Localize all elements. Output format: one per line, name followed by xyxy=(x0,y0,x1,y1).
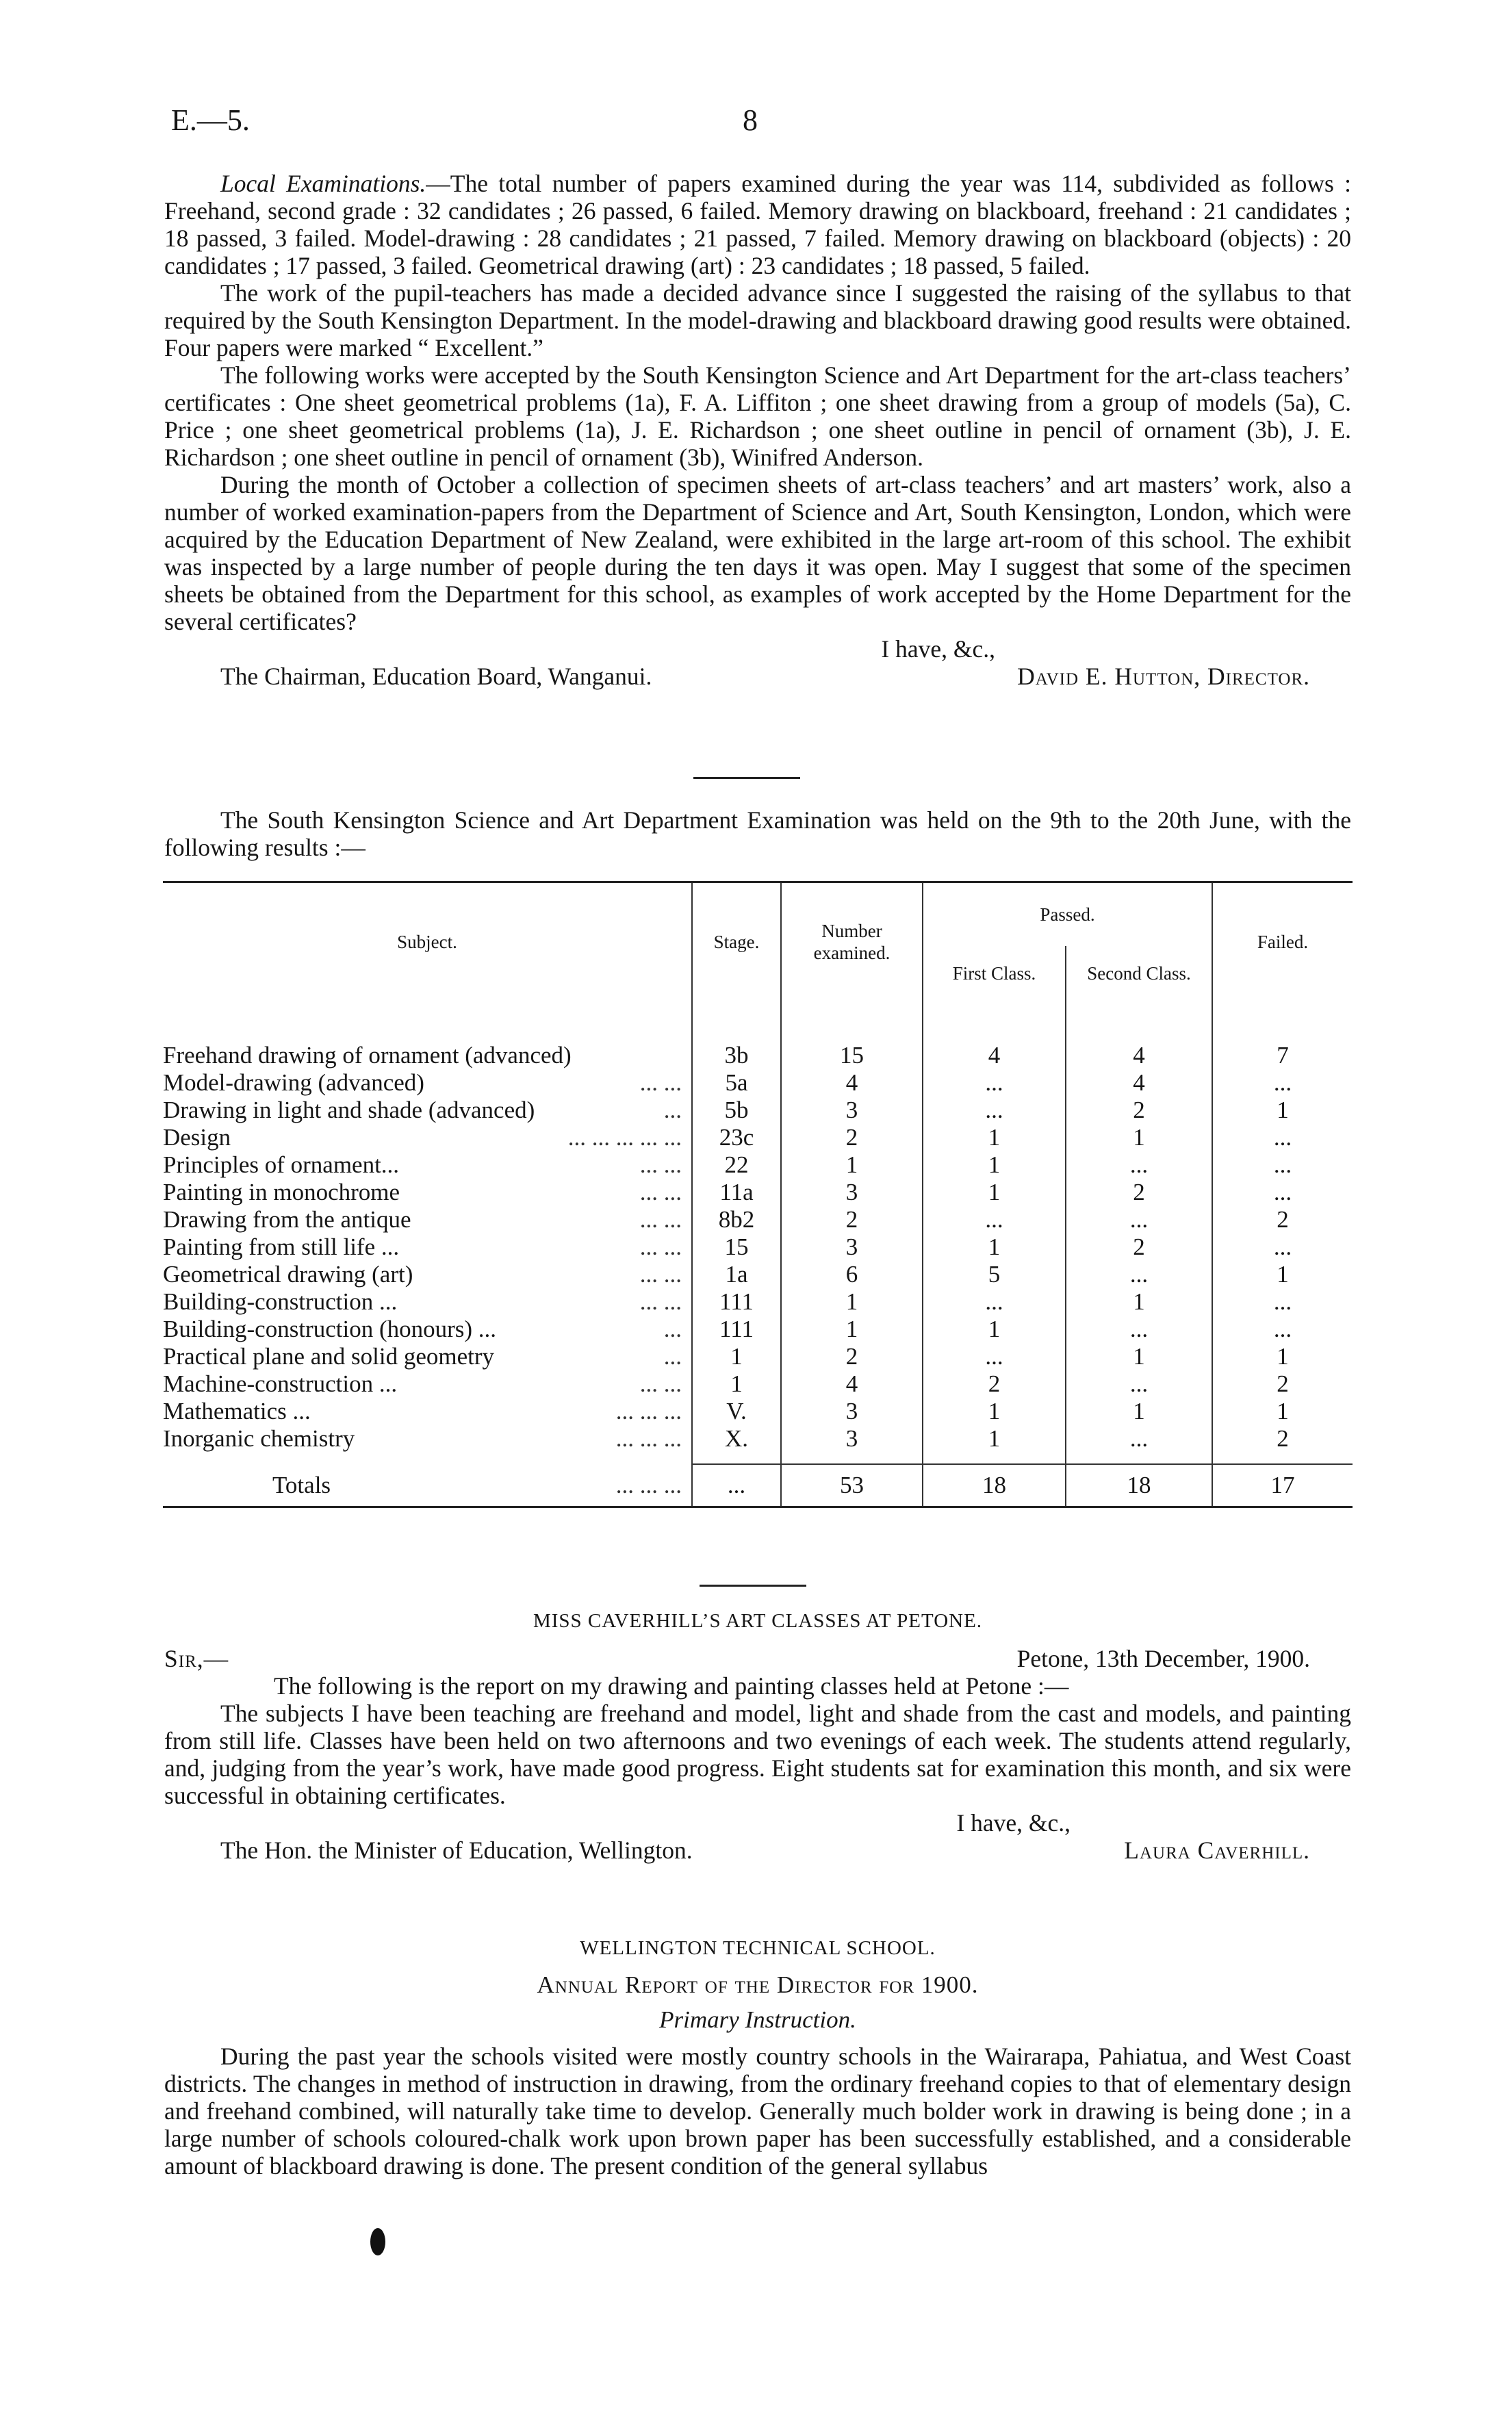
subject-label: Principles of ornament... xyxy=(163,1151,400,1178)
table-row xyxy=(163,1370,1353,1398)
salutation-line xyxy=(164,1645,1351,1672)
closing: I have, &c., xyxy=(956,1809,1071,1837)
cell-second: 4 xyxy=(1066,1042,1212,1069)
cell-subject xyxy=(163,1097,692,1124)
cell-first: 1 xyxy=(923,1398,1066,1425)
divider xyxy=(700,1585,806,1587)
col-number: Number examined. xyxy=(781,882,923,1001)
leader-dots: ... xyxy=(663,1343,682,1370)
addressee: The Chairman, Education Board, Wanganui. xyxy=(220,663,652,690)
signature: Laura Caverhill. xyxy=(1124,1837,1310,1864)
cell-number: 2 xyxy=(781,1206,923,1233)
cell-stage: 15 xyxy=(692,1233,781,1261)
cell-number: 4 xyxy=(781,1069,923,1097)
cell-stage: 23c xyxy=(692,1124,781,1151)
cell-number: 3 xyxy=(781,1179,923,1206)
subject-label: Mathematics ... xyxy=(163,1398,311,1424)
cell-number: 4 xyxy=(781,1370,923,1398)
leader-dots: ... ... xyxy=(639,1179,682,1205)
place-date: Petone, 13th December, 1900. xyxy=(1016,1645,1310,1672)
totals-dots: ... ... ... xyxy=(615,1471,682,1498)
leader-dots: ... ... xyxy=(639,1288,682,1315)
signature-line xyxy=(164,663,1351,690)
cell-first: 4 xyxy=(923,1042,1066,1069)
table-row xyxy=(163,1425,1353,1453)
cell-subject xyxy=(163,1179,692,1206)
spacer-row xyxy=(163,1453,1353,1464)
section-heading: Primary Instruction. xyxy=(659,2006,856,2033)
cell-subject xyxy=(163,1261,692,1288)
paragraph: The subjects I have been teaching are freehand and model, light and shade from the cast and models, and painting from still life. Classes have been held on two afternoons and two evenings of each week. The students attend regularly, and, judging from the year’s work, have made good progress. Eight students sat for examination this month, and six were successful in obtaining certificates. xyxy=(164,1700,1351,1809)
totals-first: 18 xyxy=(923,1464,1066,1507)
table-row xyxy=(163,1261,1353,1288)
leader-dots: ... ... ... xyxy=(615,1425,682,1452)
cell-subject xyxy=(163,1316,692,1343)
subject-label: Machine-construction ... xyxy=(163,1370,398,1397)
primary-instruction-text xyxy=(164,2043,1351,2179)
cell-first: 1 xyxy=(923,1151,1066,1179)
totals-failed: 17 xyxy=(1212,1464,1353,1507)
table-row xyxy=(163,1206,1353,1233)
cell-second: ... xyxy=(1066,1206,1212,1233)
section-title: WELLINGTON TECHNICAL SCHOOL. xyxy=(580,1937,936,1959)
table-row xyxy=(163,1069,1353,1097)
cell-number: 3 xyxy=(781,1398,923,1425)
cell-first: 1 xyxy=(923,1425,1066,1453)
cell-second: 2 xyxy=(1066,1233,1212,1261)
cell-second: 1 xyxy=(1066,1124,1212,1151)
cell-stage: 1 xyxy=(692,1370,781,1398)
results-table xyxy=(163,881,1353,1508)
totals-row xyxy=(163,1464,1353,1507)
paragraph: The work of the pupil-teachers has made a decided advance since I suggested the raising of the syllabus to that required by the South Kensington Department. In the model-drawing and blackboard drawing good results were obtained. Four papers were marked “ Excellent.” xyxy=(164,279,1351,361)
subject-label: Building-construction ... xyxy=(163,1288,398,1315)
cell-stage: 1 xyxy=(692,1343,781,1370)
cell-failed: ... xyxy=(1273,1316,1292,1342)
paragraph: The South Kensington Science and Art Department Examination was held on the 9th to the 20th June, with the following results :— xyxy=(164,806,1351,861)
cell-stage: 5b xyxy=(692,1097,781,1124)
spacer-row xyxy=(163,1001,1353,1042)
cell-number: 6 xyxy=(781,1261,923,1288)
cell-subject xyxy=(163,1042,692,1069)
cell-stage: X. xyxy=(692,1425,781,1453)
cell-first: 1 xyxy=(923,1233,1066,1261)
cell-first: 1 xyxy=(923,1179,1066,1206)
leader-dots: ... ... xyxy=(639,1069,682,1096)
cell-number: 15 xyxy=(781,1042,923,1069)
cell-failed: 2 xyxy=(1277,1425,1289,1452)
closing: I have, &c., xyxy=(881,635,995,663)
table-header-row xyxy=(163,882,1353,947)
subject-label: Painting in monochrome xyxy=(163,1179,400,1205)
cell-subject xyxy=(163,1206,692,1233)
leader-dots: ... ... ... xyxy=(615,1398,682,1424)
table-row xyxy=(163,1288,1353,1316)
cell-failed: ... xyxy=(1273,1151,1292,1178)
subject-label: Inorganic chemistry xyxy=(163,1425,355,1452)
table-row xyxy=(163,1179,1353,1206)
totals-label-cell xyxy=(163,1464,692,1507)
table-row xyxy=(163,1124,1353,1151)
subject-label: Drawing from the antique xyxy=(163,1206,411,1233)
leader-dots: ... ... xyxy=(639,1370,682,1397)
cell-failed: 2 xyxy=(1277,1370,1289,1397)
totals-number: 53 xyxy=(781,1464,923,1507)
table-row xyxy=(163,1151,1353,1179)
cell-number: 3 xyxy=(781,1233,923,1261)
cell-subject xyxy=(163,1288,692,1316)
cell-subject xyxy=(163,1370,692,1398)
cell-failed: 7 xyxy=(1277,1042,1289,1069)
cell-number: 1 xyxy=(781,1316,923,1343)
subject-label: Building-construction (honours) ... xyxy=(163,1316,497,1342)
leader-dots: ... xyxy=(663,1097,682,1123)
leader-dots: ... ... ... ... ... xyxy=(567,1124,682,1151)
cell-failed: 1 xyxy=(1277,1261,1289,1288)
col-subject: Subject. xyxy=(163,882,692,1001)
cell-first: ... xyxy=(923,1097,1066,1124)
letter-hutton xyxy=(164,170,1351,690)
cell-second: 4 xyxy=(1066,1069,1212,1097)
subject-label: Freehand drawing of ornament (advanced) xyxy=(163,1042,572,1069)
subject-label: Drawing in light and shade (advanced) xyxy=(163,1097,535,1123)
divider xyxy=(693,777,800,779)
table-row xyxy=(163,1042,1353,1069)
letter-caverhill xyxy=(164,1645,1351,1864)
cell-first: ... xyxy=(923,1288,1066,1316)
cell-first: ... xyxy=(923,1206,1066,1233)
ink-blot xyxy=(370,2228,385,2255)
table-row xyxy=(163,1343,1353,1370)
cell-second: 2 xyxy=(1066,1097,1212,1124)
subject-label: Practical plane and solid geometry xyxy=(163,1343,495,1370)
cell-stage: 8b2 xyxy=(692,1206,781,1233)
totals-second: 18 xyxy=(1066,1464,1212,1507)
cell-number: 3 xyxy=(781,1425,923,1453)
cell-second: ... xyxy=(1066,1151,1212,1179)
paragraph: During the month of October a collection of specimen sheets of art-class teachers’ and art masters’ work, also a number of worked examination-papers from the Department of Science and Art, South Kensington, London, which were acquired by the Education Department of New Zealand, were exhibited in the large art-room of this school. The exhibit was inspected by a large number of people during the ten days it was open. May I suggest that some of the specimen sheets be obtained from the Department for this school, as examples of work accepted by the Home Department for the several certificates? xyxy=(164,471,1351,635)
cell-first: 2 xyxy=(923,1370,1066,1398)
cell-stage: 11a xyxy=(692,1179,781,1206)
cell-second: 1 xyxy=(1066,1398,1212,1425)
cell-first: 5 xyxy=(923,1261,1066,1288)
cell-first: ... xyxy=(923,1069,1066,1097)
cell-second: 1 xyxy=(1066,1343,1212,1370)
paragraph: The following works were accepted by the South Kensington Science and Art Department for the art-class teachers’ certificates : One sheet geometrical problems (1a), F. A. Liffiton ; one sheet drawing from a group of models (5a), C. Price ; one sheet geometrical problems (1a), J. E. Richardson ; one sheet outline in pencil of ornament (3b), J. E. Richardson ; one sheet outline in pencil of ornament (3b), Winifred Anderson. xyxy=(164,361,1351,471)
totals-stage: ... xyxy=(692,1464,781,1507)
report-code: E.—5. xyxy=(171,103,250,137)
cell-failed: ... xyxy=(1273,1179,1292,1205)
col-first-class: First Class. xyxy=(923,946,1066,1001)
cell-second: 2 xyxy=(1066,1179,1212,1206)
paragraph xyxy=(164,170,1351,279)
table-row xyxy=(163,1316,1353,1343)
signature-line xyxy=(164,1837,1351,1864)
table-row xyxy=(163,1233,1353,1261)
table-body xyxy=(163,1042,1353,1453)
leader-dots: ... ... xyxy=(639,1261,682,1288)
cell-subject xyxy=(163,1425,692,1453)
cell-number: 2 xyxy=(781,1124,923,1151)
cell-second: ... xyxy=(1066,1261,1212,1288)
leader-dots: ... ... xyxy=(639,1151,682,1178)
col-failed: Failed. xyxy=(1212,882,1353,1001)
cell-number: 1 xyxy=(781,1151,923,1179)
addressee: The Hon. the Minister of Education, Wellington. xyxy=(220,1837,693,1864)
page-number: 8 xyxy=(743,103,758,137)
cell-stage: V. xyxy=(692,1398,781,1425)
col-second-class: Second Class. xyxy=(1066,946,1212,1001)
cell-failed: 1 xyxy=(1277,1343,1289,1370)
table-row xyxy=(163,1097,1353,1124)
cell-first: 1 xyxy=(923,1316,1066,1343)
cell-failed: ... xyxy=(1273,1069,1292,1096)
cell-failed: ... xyxy=(1273,1124,1292,1151)
cell-subject xyxy=(163,1343,692,1370)
cell-stage: 3b xyxy=(692,1042,781,1069)
salutation: Sir,— xyxy=(164,1645,229,1672)
cell-first: ... xyxy=(923,1343,1066,1370)
subject-label: Design xyxy=(163,1124,231,1151)
cell-failed: 1 xyxy=(1277,1097,1289,1123)
cell-subject xyxy=(163,1124,692,1151)
cell-failed: ... xyxy=(1273,1233,1292,1260)
cell-number: 3 xyxy=(781,1097,923,1124)
totals-label: Totals xyxy=(272,1471,331,1498)
cell-second: ... xyxy=(1066,1425,1212,1453)
cell-subject xyxy=(163,1233,692,1261)
cell-subject xyxy=(163,1069,692,1097)
cell-stage: 111 xyxy=(692,1288,781,1316)
paragraph: The following is the report on my drawing and painting classes held at Petone :— xyxy=(274,1672,1069,1700)
cell-subject xyxy=(163,1151,692,1179)
table-row xyxy=(163,1398,1353,1425)
paragraph: During the past year the schools visited were mostly country schools in the Wairarapa, Pahiatua, and West Coast districts. The changes in method of instruction in drawing, from the ordinary freehand copies to that of elementary design and freehand combined, will naturally take time to develop. Generally much bolder work in drawing is being done ; in a large number of schools coloured-chalk work upon brown paper has been successfully established, and a considerable amount of blackboard drawing is done. The present condition of the general syllabus xyxy=(164,2043,1351,2179)
subject-label: Painting from still life ... xyxy=(163,1233,400,1260)
cell-number: 2 xyxy=(781,1343,923,1370)
cell-failed: 1 xyxy=(1277,1398,1289,1424)
cell-number: 1 xyxy=(781,1288,923,1316)
cell-stage: 22 xyxy=(692,1151,781,1179)
cell-failed: ... xyxy=(1273,1288,1292,1315)
col-stage: Stage. xyxy=(692,882,781,1001)
exam-intro xyxy=(164,806,1351,861)
leader-dots: ... ... xyxy=(639,1233,682,1260)
section-subtitle: Annual Report of the Director for 1900. xyxy=(537,1971,979,1998)
subject-label: Geometrical drawing (art) xyxy=(163,1261,413,1288)
col-passed: Passed. xyxy=(923,882,1212,947)
cell-second: ... xyxy=(1066,1370,1212,1398)
cell-second: 1 xyxy=(1066,1288,1212,1316)
section-title: MISS CAVERHILL’S ART CLASSES AT PETONE. xyxy=(533,1610,983,1632)
cell-subject xyxy=(163,1398,692,1425)
subject-label: Model-drawing (advanced) xyxy=(163,1069,424,1096)
leader-dots: ... xyxy=(663,1316,682,1342)
cell-stage: 5a xyxy=(692,1069,781,1097)
cell-second: ... xyxy=(1066,1316,1212,1343)
cell-first: 1 xyxy=(923,1124,1066,1151)
leader-dots: ... ... xyxy=(639,1206,682,1233)
paragraph-text: —The total number of papers examined during the year was 114, subdivided as follows : Freehand, second grade : 32 candidates ; 26 passed, 6 failed. Memory drawing on blackboard, freehand : 21 candidates ; 18 passed, 3 failed. Model-drawing : 28 candidates ; 21 passed, 7 failed. Memory drawing on blackboard (objects) : 20 candidates ; 17 passed, 3 failed. Geometrical drawing (art) : 23 candidates ; 18 passed, 5 failed. xyxy=(164,170,1351,279)
signature: David E. Hutton, Director. xyxy=(1017,663,1310,690)
page-header xyxy=(171,103,1355,144)
cell-failed: 2 xyxy=(1277,1206,1289,1233)
leader-dots xyxy=(572,1042,691,1069)
cell-stage: 1a xyxy=(692,1261,781,1288)
cell-stage: 111 xyxy=(692,1316,781,1343)
run-in-heading: Local Examinations. xyxy=(220,170,426,197)
